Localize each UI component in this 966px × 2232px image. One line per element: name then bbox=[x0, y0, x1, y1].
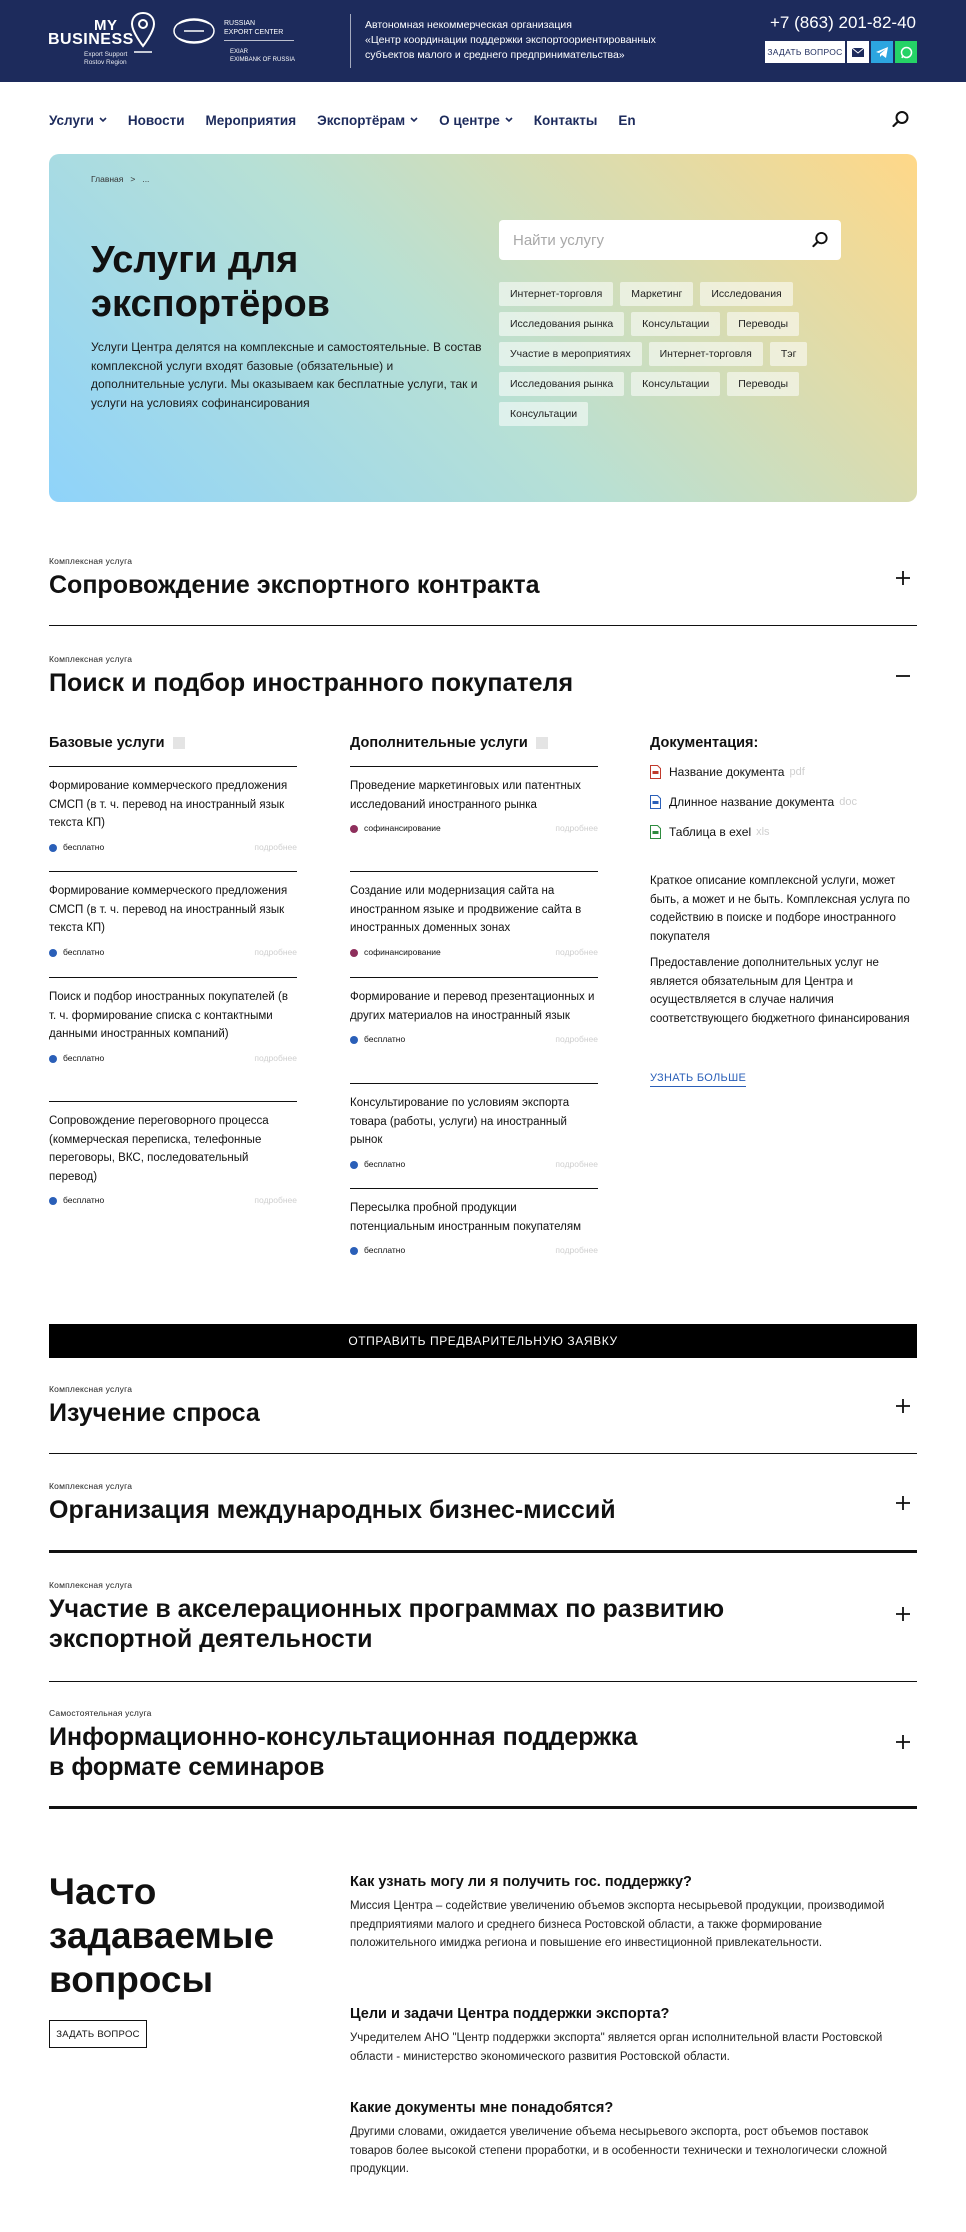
service-meta bbox=[350, 946, 598, 960]
whatsapp-icon bbox=[900, 46, 913, 59]
accordion-foreign-buyer[interactable] bbox=[49, 654, 917, 714]
nav-label: Новости bbox=[127, 112, 185, 128]
payment-type: бесплатно bbox=[364, 1158, 406, 1169]
nav-label: Мероприятия bbox=[205, 112, 297, 128]
payment-type: софинансирование bbox=[364, 823, 441, 833]
rec-line4: EXIMBANK OF RUSSIA bbox=[230, 57, 296, 63]
ask-question-button[interactable]: ЗАДАТЬ ВОПРОС bbox=[765, 41, 845, 63]
rec-line1: RUSSIAN bbox=[224, 20, 256, 27]
extra-services-label: Дополнительные услуги bbox=[350, 735, 528, 751]
nav-item-about[interactable] bbox=[439, 113, 513, 128]
payment-dot bbox=[350, 949, 358, 957]
payment-type: бесплатно bbox=[63, 1195, 105, 1205]
more-link[interactable]: подробнее bbox=[254, 946, 297, 957]
faq-title bbox=[49, 1870, 329, 2002]
payment-type: бесплатно bbox=[364, 1245, 406, 1255]
logo-sub-2: Rostov Region bbox=[84, 59, 127, 66]
breadcrumb-separator: > bbox=[130, 174, 136, 184]
breadcrumb-current: ... bbox=[142, 174, 150, 184]
service-text: Формирование коммерческого предложения СМСП (в т. ч. перевод на иностранный язык текста КП) bbox=[49, 885, 288, 934]
extra-service-item[interactable] bbox=[350, 1083, 598, 1172]
faq-question[interactable]: Какие документы мне понадобятся? bbox=[350, 2100, 614, 2116]
base-service-item[interactable] bbox=[49, 1101, 297, 1208]
extra-services-heading bbox=[350, 735, 548, 751]
rec-subtitle bbox=[230, 48, 295, 64]
top-bar bbox=[0, 0, 966, 82]
payment-dot bbox=[49, 1197, 57, 1205]
payment-type: софинансирование bbox=[364, 946, 441, 957]
accordion-title: Поиск и подбор иностранного покупателя bbox=[49, 669, 574, 697]
hero-banner bbox=[49, 154, 917, 502]
payment-type: бесплатно bbox=[63, 946, 105, 957]
plus-icon[interactable] bbox=[895, 1606, 911, 1622]
rec-line2: EXPORT CENTER bbox=[224, 29, 284, 36]
nav-label: En bbox=[618, 112, 636, 128]
page-title bbox=[91, 238, 471, 326]
payment-dot bbox=[49, 949, 57, 957]
breadcrumb-home[interactable]: Главная bbox=[91, 174, 124, 184]
doc-file-icon bbox=[650, 795, 661, 809]
extra-service-item[interactable] bbox=[350, 977, 598, 1047]
tag[interactable]: Исследования рынка bbox=[499, 312, 624, 336]
faq-title-line-3: вопросы bbox=[49, 1959, 214, 2000]
tag[interactable]: Интернет-торговля bbox=[649, 342, 763, 366]
more-link[interactable]: подробнее bbox=[555, 1158, 598, 1169]
tag[interactable]: Консультации bbox=[631, 372, 720, 396]
faq-answer: Миссия Центра – содействие увеличению объемов экспорта несырьевой продукции, производимой предприятиями малого и среднего бизнеса Ростовской области, а также формирование положительного имиджа региона и повышение его инвестиционной привлекательности. bbox=[350, 1900, 885, 1949]
accordion-divider bbox=[49, 1806, 917, 1809]
service-meta bbox=[49, 1194, 297, 1208]
pdf-file-icon bbox=[650, 765, 661, 779]
tag[interactable]: Исследования bbox=[700, 282, 792, 306]
service-text: Формирование и перевод презентационных и других материалов на иностранный язык bbox=[350, 991, 595, 1022]
nav-item-events[interactable] bbox=[206, 113, 297, 128]
more-link[interactable]: подробнее bbox=[254, 841, 297, 852]
accordion-acceleration-programs[interactable] bbox=[49, 1580, 917, 1660]
org-line-2: «Центр координации поддержки экспортоориентированных bbox=[365, 34, 656, 46]
accordion-export-contract[interactable] bbox=[49, 556, 917, 616]
accordion-divider bbox=[49, 1681, 917, 1682]
accordion-title bbox=[49, 1722, 809, 1782]
nav-label: Экспортёрам bbox=[317, 112, 406, 128]
xls-file-icon bbox=[650, 825, 661, 839]
accordion-title-line-1: Участие в акселерационных программах по развитию bbox=[49, 1595, 725, 1623]
more-link[interactable]: подробнее bbox=[254, 1195, 297, 1205]
nav-item-exporters[interactable] bbox=[317, 113, 418, 128]
tag[interactable]: Переводы bbox=[727, 372, 799, 396]
tag[interactable]: Консультации bbox=[631, 312, 720, 336]
service-text: Поиск и подбор иностранных покупателей (в т. ч. формирование списка с контактными данными иностранных компаний) bbox=[49, 991, 288, 1040]
document-ext: pdf bbox=[789, 766, 805, 778]
accordion-title: Изучение спроса bbox=[49, 1399, 260, 1427]
page-title-line-1: Услуги для bbox=[91, 239, 299, 281]
nav-item-language[interactable] bbox=[618, 113, 635, 128]
info-icon[interactable] bbox=[536, 737, 548, 749]
main-navigation bbox=[49, 108, 657, 132]
service-meta bbox=[350, 1033, 598, 1047]
accordion-kicker: Комплексная услуга bbox=[49, 556, 133, 566]
payment-dot bbox=[49, 844, 57, 852]
accordion-title-line-2: экспортной деятельности bbox=[49, 1625, 373, 1653]
accordion-title-line-2: в формате семинаров bbox=[49, 1753, 325, 1781]
accordion-seminars[interactable] bbox=[49, 1708, 917, 1788]
service-text: Консультирование по условиям экспорта товара (работы, услуги) на иностранный рынок bbox=[350, 1097, 570, 1146]
tag[interactable]: Исследования рынка bbox=[499, 372, 624, 396]
document-ext: xls bbox=[756, 826, 770, 838]
tag[interactable]: Интернет-торговля bbox=[499, 282, 613, 306]
extra-service-item[interactable] bbox=[350, 766, 598, 836]
faq-question[interactable]: Цели и задачи Центра поддержки экспорта? bbox=[350, 2006, 670, 2022]
page-title-line-2: экспортёров bbox=[91, 283, 331, 325]
learn-more-link[interactable]: УЗНАТЬ БОЛЬШЕ bbox=[650, 1072, 746, 1087]
base-services-label: Базовые услуги bbox=[49, 735, 165, 751]
chevron-down-icon bbox=[410, 117, 418, 123]
document-name: Название документа bbox=[669, 765, 785, 779]
faq-answer: Учредителем АНО "Центр поддержки экспорта" является орган исполнительной власти Ростовской области - министерство экономического развития Ростовской области. bbox=[350, 2032, 883, 2063]
search-icon[interactable] bbox=[892, 110, 910, 128]
service-meta bbox=[350, 822, 598, 836]
info-icon[interactable] bbox=[173, 737, 185, 749]
payment-type: бесплатно bbox=[364, 1034, 406, 1044]
faq-ask-question-button[interactable]: ЗАДАТЬ ВОПРОС bbox=[49, 2020, 147, 2048]
document-link[interactable] bbox=[650, 825, 770, 839]
plus-icon[interactable] bbox=[895, 570, 911, 586]
extra-service-item[interactable] bbox=[350, 871, 598, 960]
service-text: Сопровождение переговорного процесса (коммерческая переписка, телефонные переговоры, ВКС, последовательный перевод) bbox=[49, 1115, 269, 1183]
tag[interactable]: Консультации bbox=[499, 402, 588, 426]
more-link[interactable]: подробнее bbox=[254, 1052, 297, 1063]
accordion-kicker: Комплексная услуга bbox=[49, 1580, 133, 1590]
accordion-title: Сопровождение экспортного контракта bbox=[49, 571, 540, 599]
base-service-item[interactable] bbox=[49, 871, 297, 960]
org-line-3: субъектов малого и среднего предпринимательства» bbox=[365, 49, 625, 61]
tag[interactable]: Тэг bbox=[770, 342, 808, 366]
accordion-divider bbox=[49, 625, 917, 626]
accordion-business-missions[interactable] bbox=[49, 1481, 917, 1541]
service-text: Проведение маркетинговых или патентных исследований иностранного рынка bbox=[350, 780, 581, 811]
service-meta bbox=[350, 1244, 598, 1258]
chevron-down-icon bbox=[99, 117, 107, 123]
tag[interactable]: Участие в мероприятиях bbox=[499, 342, 642, 366]
service-search-input[interactable] bbox=[513, 220, 803, 260]
plus-icon[interactable] bbox=[895, 1398, 911, 1414]
payment-dot bbox=[350, 825, 358, 833]
accordion-title bbox=[49, 1594, 809, 1654]
extra-service-item[interactable] bbox=[350, 1188, 598, 1258]
faq-title-line-2: задаваемые bbox=[49, 1915, 275, 1956]
more-link[interactable]: подробнее bbox=[555, 946, 598, 957]
more-link[interactable]: подробнее bbox=[555, 1245, 598, 1255]
org-line-1: Автономная некоммерческая организация bbox=[365, 19, 572, 31]
service-text: Пересылка пробной продукции потенциальным иностранным покупателям bbox=[350, 1202, 582, 1233]
telegram-icon bbox=[876, 47, 888, 58]
nav-label: Контакты bbox=[533, 112, 598, 128]
email-button[interactable] bbox=[847, 41, 869, 63]
accordion-divider bbox=[49, 1453, 917, 1454]
accordion-divider bbox=[49, 1550, 917, 1553]
rec-divider bbox=[224, 40, 294, 41]
submit-application-button[interactable]: ОТПРАВИТЬ ПРЕДВАРИТЕЛЬНУЮ ЗАЯВКУ bbox=[49, 1324, 917, 1358]
service-summary: Краткое описание комплексной услуги, может быть, а может и не быть. Комплексная услуга по содействию в поиске и подборе иностранного покупателя bbox=[650, 875, 910, 943]
more-link[interactable]: подробнее bbox=[555, 823, 598, 833]
base-services-heading bbox=[49, 735, 185, 751]
hero-description: Услуги Центра делятся на комплексные и самостоятельные. В состав комплексной услуги входят базовые (обязательные) и дополнительные услуги. Мы оказываем как бесплатные услуги, так и услуги на условиях софинансирования bbox=[91, 340, 482, 410]
more-link[interactable]: подробнее bbox=[555, 1034, 598, 1044]
accordion-kicker: Комплексная услуга bbox=[49, 654, 133, 664]
nav-item-contacts[interactable] bbox=[534, 113, 598, 128]
export-center-logo[interactable] bbox=[170, 14, 300, 70]
globe-icon bbox=[170, 14, 218, 48]
search-icon[interactable] bbox=[812, 231, 829, 248]
extra-services-note: Предоставление дополнительных услуг не является обязательным для Центра и осуществляется в случае наличия соответствующего бюджетного финансирования bbox=[650, 957, 910, 1025]
service-text: Формирование коммерческого предложения СМСП (в т. ч. перевод на иностранный язык текста КП) bbox=[49, 780, 288, 829]
service-text: Создание или модернизация сайта на иностранном языке и продвижение сайта в иностранных доменных зонах bbox=[350, 885, 582, 934]
payment-type: бесплатно bbox=[63, 841, 105, 852]
rec-line3: EXIAR bbox=[230, 49, 249, 55]
map-pin-icon bbox=[130, 12, 156, 56]
document-link[interactable] bbox=[650, 765, 805, 779]
logo-sub-1: Export Support bbox=[84, 51, 128, 58]
chevron-down-icon bbox=[505, 117, 513, 123]
tag[interactable]: Переводы bbox=[727, 312, 799, 336]
tag[interactable]: Маркетинг bbox=[620, 282, 693, 306]
document-ext: doc bbox=[839, 796, 857, 808]
payment-dot bbox=[350, 1247, 358, 1255]
nav-item-news[interactable] bbox=[128, 113, 185, 128]
service-meta bbox=[49, 1052, 297, 1066]
faq-answer: Другими словами, ожидается увеличение объема несырьевого экспорта, рост объемов поставок товаров более высокой степени проработки, и в особенности технически и технологически сложной продукции. bbox=[350, 2126, 888, 2175]
logo-business-text: BUSINESS bbox=[48, 31, 134, 48]
accordion-title-line-1: Информационно-консультационная поддержка bbox=[49, 1723, 638, 1751]
my-business-logo[interactable] bbox=[48, 12, 158, 70]
faq-question[interactable]: Как узнать могу ли я получить гос. поддержку? bbox=[350, 1874, 692, 1890]
payment-dot bbox=[49, 1055, 57, 1063]
plus-icon[interactable] bbox=[895, 1734, 911, 1750]
logo-sub-text bbox=[84, 51, 127, 67]
tag-list bbox=[499, 282, 849, 432]
telegram-button[interactable] bbox=[871, 41, 893, 63]
faq-title-line-1: Часто bbox=[49, 1871, 157, 1912]
rec-title bbox=[224, 19, 283, 37]
logo-my-text: MY bbox=[94, 17, 118, 34]
nav-label: О центре bbox=[439, 112, 500, 128]
nav-item-services[interactable] bbox=[49, 113, 107, 128]
phone-number[interactable]: +7 (863) 201-82-40 bbox=[769, 13, 916, 32]
breadcrumb bbox=[91, 174, 149, 184]
service-search bbox=[499, 220, 841, 260]
base-service-item[interactable] bbox=[49, 977, 297, 1066]
accordion-kicker: Комплексная услуга bbox=[49, 1384, 133, 1394]
accordion-kicker: Самостоятельная услуга bbox=[49, 1708, 152, 1718]
accordion-kicker: Комплексная услуга bbox=[49, 1481, 133, 1491]
document-name: Длинное название документа bbox=[669, 795, 835, 809]
header-divider bbox=[350, 14, 351, 68]
base-service-item[interactable] bbox=[49, 766, 297, 855]
plus-icon[interactable] bbox=[895, 1495, 911, 1511]
payment-dot bbox=[350, 1036, 358, 1044]
organization-name bbox=[365, 18, 695, 63]
nav-label: Услуги bbox=[49, 112, 94, 128]
documentation-heading: Документация: bbox=[650, 735, 759, 751]
document-name: Таблица в exel bbox=[669, 825, 752, 839]
document-link[interactable] bbox=[650, 795, 857, 809]
service-meta bbox=[350, 1158, 598, 1172]
mail-icon bbox=[852, 48, 864, 57]
minus-icon[interactable] bbox=[895, 668, 911, 684]
accordion-title: Организация международных бизнес-миссий bbox=[49, 1496, 616, 1524]
service-meta bbox=[49, 841, 297, 855]
service-meta bbox=[49, 946, 297, 960]
payment-type: бесплатно bbox=[63, 1052, 105, 1063]
whatsapp-button[interactable] bbox=[895, 41, 917, 63]
accordion-demand-study[interactable] bbox=[49, 1384, 917, 1444]
payment-dot bbox=[350, 1161, 358, 1169]
